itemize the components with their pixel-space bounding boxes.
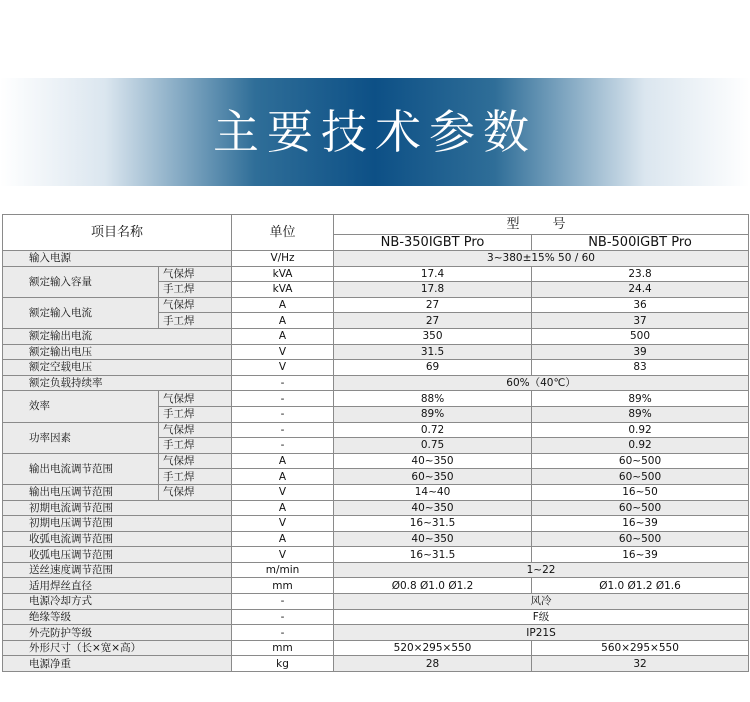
row-value-a: 60~350 <box>334 469 532 485</box>
table-row <box>3 578 749 594</box>
row-value-a: 40~350 <box>334 500 532 516</box>
row-label: 额定输出电压 <box>3 344 232 360</box>
row-value-b: 89% <box>532 391 749 407</box>
row-value-a: 40~350 <box>334 453 532 469</box>
row-unit: V <box>232 484 334 500</box>
row-label: 额定输入容量 <box>3 266 159 297</box>
row-unit: V <box>232 360 334 376</box>
row-unit: - <box>232 422 334 438</box>
row-value-b: 83 <box>532 360 749 376</box>
row-label: 电源冷却方式 <box>3 594 232 610</box>
table-row <box>3 656 749 672</box>
row-value-a: 16~31.5 <box>334 516 532 532</box>
header-row <box>3 215 749 235</box>
row-value-shared: 60%（40℃） <box>334 375 749 391</box>
table-row <box>3 360 749 376</box>
table-row <box>3 375 749 391</box>
row-unit: kVA <box>232 282 334 298</box>
header-model: 型 号 <box>334 215 749 235</box>
row-label: 适用焊丝直径 <box>3 578 232 594</box>
header-unit: 单位 <box>232 215 334 251</box>
row-sublabel: 气保焊 <box>159 422 232 438</box>
table-row <box>3 640 749 656</box>
row-value-a: 0.75 <box>334 438 532 454</box>
row-value-b: 23.8 <box>532 266 749 282</box>
table-row <box>3 500 749 516</box>
row-value-b: 16~50 <box>532 484 749 500</box>
row-value-b: 36 <box>532 297 749 313</box>
row-sublabel: 气保焊 <box>159 453 232 469</box>
row-sublabel: 气保焊 <box>159 297 232 313</box>
row-value-shared: 1~22 <box>334 562 749 578</box>
row-unit: A <box>232 500 334 516</box>
row-value-b: 0.92 <box>532 438 749 454</box>
row-label: 收弧电压调节范围 <box>3 547 232 563</box>
table-row <box>3 251 749 267</box>
row-value-b: 60~500 <box>532 453 749 469</box>
row-label: 额定空载电压 <box>3 360 232 376</box>
row-value-a: 28 <box>334 656 532 672</box>
row-value-a: 40~350 <box>334 531 532 547</box>
row-unit: - <box>232 625 334 641</box>
row-value-a: 89% <box>334 406 532 422</box>
row-value-a: 17.8 <box>334 282 532 298</box>
table-row <box>3 297 749 313</box>
row-unit: V <box>232 547 334 563</box>
page-title: 主要技术参数 <box>213 105 537 159</box>
row-sublabel: 气保焊 <box>159 484 232 500</box>
row-value-b: Ø1.0 Ø1.2 Ø1.6 <box>532 578 749 594</box>
row-label: 初期电压调节范围 <box>3 516 232 532</box>
row-unit: A <box>232 453 334 469</box>
row-label: 效率 <box>3 391 159 422</box>
row-unit: V <box>232 344 334 360</box>
row-unit: A <box>232 531 334 547</box>
row-value-a: 14~40 <box>334 484 532 500</box>
row-value-shared: IP21S <box>334 625 749 641</box>
table-row <box>3 484 749 500</box>
row-value-b: 16~39 <box>532 547 749 563</box>
table-row <box>3 422 749 438</box>
row-sublabel: 手工焊 <box>159 406 232 422</box>
row-value-b: 60~500 <box>532 531 749 547</box>
row-value-a: 350 <box>334 328 532 344</box>
row-unit: m/min <box>232 562 334 578</box>
row-label: 绝缘等级 <box>3 609 232 625</box>
row-sublabel: 手工焊 <box>159 469 232 485</box>
row-value-shared: 风冷 <box>334 594 749 610</box>
row-unit: A <box>232 328 334 344</box>
row-label: 外壳防护等级 <box>3 625 232 641</box>
row-value-shared: F级 <box>334 609 749 625</box>
row-value-b: 500 <box>532 328 749 344</box>
row-unit: - <box>232 609 334 625</box>
row-unit: A <box>232 297 334 313</box>
row-value-b: 60~500 <box>532 500 749 516</box>
row-value-a: 520×295×550 <box>334 640 532 656</box>
row-unit: mm <box>232 640 334 656</box>
row-unit: A <box>232 469 334 485</box>
table-row <box>3 625 749 641</box>
table-row <box>3 609 749 625</box>
row-sublabel: 手工焊 <box>159 438 232 454</box>
row-unit: V <box>232 516 334 532</box>
header-model-b: NB-500IGBT Pro <box>532 235 749 251</box>
row-label: 输入电源 <box>3 251 232 267</box>
row-sublabel: 气保焊 <box>159 266 232 282</box>
row-sublabel: 手工焊 <box>159 313 232 329</box>
row-value-b: 60~500 <box>532 469 749 485</box>
row-value-b: 89% <box>532 406 749 422</box>
row-label: 额定输出电流 <box>3 328 232 344</box>
header-item: 项目名称 <box>3 215 232 251</box>
row-label: 功率因素 <box>3 422 159 453</box>
table-row <box>3 547 749 563</box>
row-unit: mm <box>232 578 334 594</box>
row-value-b: 560×295×550 <box>532 640 749 656</box>
row-value-b: 0.92 <box>532 422 749 438</box>
row-value-b: 39 <box>532 344 749 360</box>
row-value-b: 16~39 <box>532 516 749 532</box>
row-value-a: 31.5 <box>334 344 532 360</box>
row-unit: - <box>232 391 334 407</box>
row-label: 初期电流调节范围 <box>3 500 232 516</box>
row-value-a: 88% <box>334 391 532 407</box>
row-sublabel: 气保焊 <box>159 391 232 407</box>
row-value-a: 17.4 <box>334 266 532 282</box>
row-value-a: Ø0.8 Ø1.0 Ø1.2 <box>334 578 532 594</box>
row-value-a: 69 <box>334 360 532 376</box>
row-unit: - <box>232 594 334 610</box>
row-label: 外形尺寸（长×宽×高） <box>3 640 232 656</box>
table-row <box>3 328 749 344</box>
row-unit: - <box>232 406 334 422</box>
row-value-b: 37 <box>532 313 749 329</box>
row-label: 额定负载持续率 <box>3 375 232 391</box>
row-value-b: 32 <box>532 656 749 672</box>
header-model-a: NB-350IGBT Pro <box>334 235 532 251</box>
table-row <box>3 266 749 282</box>
row-value-a: 16~31.5 <box>334 547 532 563</box>
row-label: 电源净重 <box>3 656 232 672</box>
row-unit: A <box>232 313 334 329</box>
table-row <box>3 516 749 532</box>
row-sublabel: 手工焊 <box>159 282 232 298</box>
row-value-a: 27 <box>334 297 532 313</box>
table-row <box>3 344 749 360</box>
row-value-a: 27 <box>334 313 532 329</box>
row-unit: V/Hz <box>232 251 334 267</box>
table-row <box>3 531 749 547</box>
row-label: 收弧电流调节范围 <box>3 531 232 547</box>
row-value-b: 24.4 <box>532 282 749 298</box>
row-value-shared: 3~380±15% 50 / 60 <box>334 251 749 267</box>
row-label: 额定输入电流 <box>3 297 159 328</box>
table-row <box>3 391 749 407</box>
row-unit: - <box>232 438 334 454</box>
row-value-a: 0.72 <box>334 422 532 438</box>
row-unit: - <box>232 375 334 391</box>
row-unit: kg <box>232 656 334 672</box>
row-label: 输出电压调节范围 <box>3 484 159 500</box>
row-label: 输出电流调节范围 <box>3 453 159 484</box>
row-label: 送丝速度调节范围 <box>3 562 232 578</box>
spec-table <box>2 214 749 672</box>
table-row <box>3 562 749 578</box>
table-row <box>3 594 749 610</box>
row-unit: kVA <box>232 266 334 282</box>
table-row <box>3 453 749 469</box>
